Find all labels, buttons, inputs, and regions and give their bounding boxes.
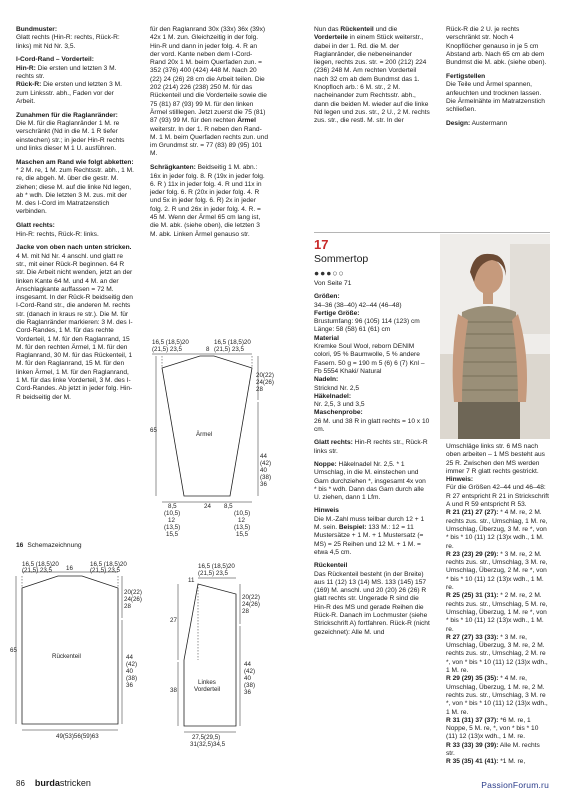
front-side-2: 24(26) <box>242 601 260 608</box>
design-label: Design: <box>446 119 471 127</box>
sleeve-bottom-mid: 24 <box>204 503 211 510</box>
row-text: Alle M. rechts str. <box>446 741 540 757</box>
row-instruction <box>446 634 550 675</box>
sleeve-side-1: 20(22) <box>256 372 274 379</box>
maschen-heading: Maschen am Rand wie folgt abketten: <box>16 158 134 166</box>
front-height-3: 40 <box>244 675 251 682</box>
jacke-section <box>16 244 134 402</box>
col4b-intro: Umschläge links str. 6 MS nach oben arbeiten – 1 MS besteht aus 25 R. Zwischen den MS werden immer 7 R glatt rechts gestrickt. <box>446 443 545 475</box>
row-text: * 2 M. re, 2 M. rechts zus. str., Umschlag, 5 M. re, Umschlag, Überzug, 1 M. re *, von * bis * 10 (11) 12 (13)x wdh., 1 M. re. <box>446 592 548 633</box>
back-piece-diagram <box>10 558 152 742</box>
sleeve-bottom-mid-2: 8,5 <box>224 503 233 510</box>
back-top-right-1: 16,5 (18,5)20 <box>90 561 127 568</box>
sleeve-bottom-left-2: (10,5) <box>164 510 181 517</box>
sleeve-top-right-1: 16,5 (18,5)20 <box>214 339 251 346</box>
col4b-hinweis <box>446 476 550 509</box>
fertige-heading: Fertige Größe: <box>314 309 360 317</box>
glatt17-section <box>314 439 430 456</box>
front-top-1: 16,5 (18,5)20 <box>198 563 235 570</box>
sleeve-bottom-right-3: 12 <box>238 517 245 524</box>
row-text: *6 M. re, 1 Noppe, 5 M. re, *, von * bis * 10 (11) 12 (13)x wdh., 1 M. re. <box>446 716 539 741</box>
row-text: * 4 M. re, 2 M. rechts zus. str., Umschlag, 1 M. re, Umschlag, Überzug, 3 M. re *, von * bis * 10 (11) 12 (13)x wdh., 1 M. re. <box>446 509 548 550</box>
row-instruction <box>446 675 550 716</box>
material-heading: Material <box>314 334 339 342</box>
sleeve-height-1: 44 <box>260 453 267 460</box>
front-height-2: (42) <box>244 668 256 675</box>
icord-heading: I-Cord-Rand – Vorderteil: <box>16 56 94 64</box>
back-top-left-2: (21,5) 23,5 <box>22 567 52 574</box>
page-number: 86 <box>16 779 25 788</box>
schraeg-heading: Schrägkanten: <box>150 164 196 172</box>
sleeve-piece-name: Ärmel <box>196 431 213 438</box>
back-height-left: 65 <box>10 647 17 654</box>
row-instruction <box>446 758 550 766</box>
sleeve-bottom-left-4: (13,5) <box>164 524 181 531</box>
nadeln-heading: Nadeln: <box>314 376 339 384</box>
glatt-heading: Glatt rechts: <box>16 222 55 230</box>
glatt-section <box>16 222 134 239</box>
row-instruction <box>446 509 550 550</box>
column-2 <box>150 26 268 244</box>
bundmuster-section <box>16 26 134 51</box>
row-instructions <box>446 509 550 766</box>
sleeve-side-2: 24(26) <box>256 379 274 386</box>
material-text: Kremke Soul Wool, reborn DENIM colori, 95 % Baumwolle, 5 % andere Fasern. 50 g = 190 m 5 (6) 6 (7) Knl – Fb 5554 Khaki/ Natural <box>314 343 425 375</box>
rueckenteil-text: Das Rückenteil besteht (in der Breite) aus 11 (12) 13 (14) MS. 133 (145) 157 (169) M. anschl. und 20 (20) 26 (26) R glatt rechts str. Ungerade R sind die Hin-R des MS und gerade Reihen die Rück-R. Danach im Lochmuster (siehe Strickschrift A) fortfahren. Rück-R (nicht gezeichnet): Alle M. und <box>314 570 430 636</box>
haekel-text: Nr. 2,5, 3 und 3,5 <box>314 401 365 409</box>
maschen-text: * 2 M. re, 1 M. zum Rechtsstr. abh., 1 M. re, die abgeh. M. über die gestr. M. ziehen; diese M. auf die linke Nd legen, ab * wdh. Die letzten 3 M. zus. mit der M. des I-Cord im Matratzenstich verbinden. <box>16 166 134 216</box>
col4-para: Rück-R die 2 U. je rechts verschränkt str. Noch 4 Knopflöcher genauso in je 5 cm Abstand arb. Nach 65 cm ab dem Bundmst die M. abk. (siehe oben). <box>446 26 547 67</box>
col2-text-b: weiterstr. In der 1. R neben den Rand-M. 1 M. beim Querfaden rechts zun. und im Grundmst str. = 77 (83) 89 (95) 101 M. <box>150 125 269 158</box>
groessen-heading: Größen: <box>314 293 340 301</box>
maschen-section <box>16 159 134 217</box>
pattern-number: 17 <box>314 237 329 252</box>
column-4 <box>446 26 550 134</box>
column-4-instructions <box>446 443 550 767</box>
sleeve-bottom-right-5: 15,5 <box>236 531 249 538</box>
sleeve-height-left: 65 <box>150 427 157 434</box>
sleeve-top-left-1: 16,5 (18,5)20 <box>152 339 189 346</box>
glatt17-text: Hin-R rechts str., Rück-R links str. <box>314 439 428 455</box>
vorderteile-bold: Vorderteile <box>314 34 348 42</box>
back-height-1: 44 <box>126 654 133 661</box>
front-height-1: 44 <box>244 661 251 668</box>
jacke-text: 4 M. mit Nd Nr. 4 anschl. und glatt re str., mit einer Rück-R beginnen. 64 R str. Die Arbeit nicht wenden, jetzt an der linken Kante 64 M. und 4 M. an der Anschlagkante auffassen = 72 M. insgesamt. In der Rück-R beidseitig den I-Cord-Rand str., die anderen M. rechts str. (danach in kraus re str.). Die M. für die Raglanränder markieren: 3 M. des I-Cord-Randes, 1 M. für das rechte Vorderteil, 1 M. für den Raglanrand, 15 M. für den rechten Ärmel, 1 M. für den Raglanrand, 30 M. für das Rückenteil, 1 M. für den Raglanrand, 15 M. für den linken Ärmel, 1 M. für den Raglanrand, 1 M. für das linke Vorderteil, 3 M. des I-Cord-Randes. Ab jetzt in jeder folg. Hin-R beidseitig der M. <box>16 252 133 401</box>
sleeve-side-3: 28 <box>256 386 263 393</box>
col3-text-c: in einem Stück weiterstr., dabei in der 1. Rd. die M. der Raglanränder, die nebeneinander liegen, rechts zus. str. = 200 (212) 224 (236) 248 M. Am rechten Vorderteil nach 32 cm ab dem Bundmst das 1. Knopfloch arb.: 6 M. str., 2 M. nacheinander zum Rechtsstr. abh., dann die beiden M. wieder auf die linke Nd legen und zus. str., 2 U., 2 M. rechts zus. str., die restl. M. str. In der <box>314 34 430 125</box>
sommertop-section <box>314 238 430 642</box>
magazine-brand <box>35 778 91 788</box>
fertig-section <box>446 73 550 114</box>
model-photo <box>440 234 550 439</box>
brand-rest: stricken <box>59 778 91 788</box>
back-height-3: 40 <box>126 668 133 675</box>
sleeve-top-right-2: (21,5) 23,5 <box>214 346 244 353</box>
schraeg-section <box>150 164 268 239</box>
sleeve-bottom-left-1: 8,5 <box>168 503 177 510</box>
back-top-right-2: (21,5) 23,5 <box>90 567 120 574</box>
row-label: R 21 (21) 27 (27): <box>446 509 499 517</box>
hinweis-text-1: Die M.-Zahl muss teilbar durch 12 + 1 M. sein. <box>314 515 425 532</box>
col3-para <box>314 26 430 126</box>
col3-text-b: und die <box>373 26 398 33</box>
column-3 <box>314 26 430 131</box>
back-side-3: 28 <box>124 603 131 610</box>
row-text: *1 M. re, <box>498 758 526 766</box>
row-label: R 25 (25) 31 (31): <box>446 592 499 600</box>
back-piece-name: Rückenteil <box>52 653 81 660</box>
back-side-1: 20(22) <box>124 589 142 596</box>
front-bottom-2: 31(32,5)34,5 <box>190 741 226 748</box>
sleeve-height-2: (42) <box>260 460 272 467</box>
schraeg-text: Beidseitig 1 M. abn.: 16x in jeder folg. 8. R (19x in jeder folg. 6. R ) 11x in jeder folg. 4. R und 11x in jeder folg. 6. R (20x in jeder folg. 4. R und 5x in jeder folg. 6. R) 2x in jeder folg. 2. R und 26x in jeder folg. 4. R. = 45 M. Wenn der Ärmel 65 cm lang ist, die M. abk. (siehe oben), die letzten 3 M. abk. Linken Ärmel genauso str. <box>150 164 265 238</box>
site-watermark: PassionForum.ru <box>481 780 549 790</box>
row-label: R 31 (31) 37 (37): <box>446 716 499 724</box>
row-label: R 29 (29) 35 (35): <box>446 675 499 683</box>
front-outline <box>184 584 236 726</box>
row-text: * 4 M. re, Umschlag, Überzug, 1 M. re, 2 M. rechts zus. str., Umschlag, 3 M. re *, von * bis * 10 (11) 12 (13)x wdh., 1 M. re. <box>446 675 548 716</box>
noppe-section <box>314 461 430 502</box>
maschenprobe-section <box>314 409 430 434</box>
front-left-27: 27 <box>170 617 177 624</box>
material-section <box>314 335 430 376</box>
jacke-heading: Jacke von oben nach unten stricken. <box>16 244 132 252</box>
page-ref: Von Seite 71 <box>314 280 352 287</box>
sleeve-height-5: 36 <box>260 481 267 488</box>
row-label: R 27 (27) 33 (33): <box>446 633 499 641</box>
schema-number: 16 <box>16 542 24 549</box>
aermel-bold: Ärmel <box>237 117 256 125</box>
row-text: * 3 M. re, 2 M. rechts zus. str., Umschlag, 3 M. re, Umschlag, Überzug, 2 M. re *, von * bis * 10 (11) 12 (13)x wdh., 1 M. re. <box>446 550 548 592</box>
zunahmen-text: Die M. für die Raglanränder 1 M. re verschränkt (Nd in die M. 1 R tiefer einstechen) str.; in jeder Hin-R rechts und links dieser M 1 U. ausführen. <box>16 119 125 152</box>
front-height-4: (38) <box>244 682 256 689</box>
groessen-section <box>314 293 430 310</box>
nadeln-text: Stricknd Nr. 2,5 <box>314 384 360 392</box>
haekel-heading: Häkelnadel: <box>314 392 352 400</box>
zunahmen-section <box>16 112 134 153</box>
front-top-2: (21,5) 23,5 <box>198 570 228 577</box>
icord-rueckr-label: Rück-R: <box>16 81 42 89</box>
col4b-hinweis-text: Für die Größen 42–44 und 46–48: R 27 entspricht R 21 in Strickschrift A und R 59 entspricht R 53. <box>446 484 549 509</box>
row-label: R 33 (33) 39 (39): <box>446 741 499 749</box>
front-height-5: 36 <box>244 689 251 696</box>
back-top-mid: 16 <box>66 565 73 572</box>
section-divider <box>314 232 550 233</box>
back-height-2: (42) <box>126 661 138 668</box>
row-label: R 23 (23) 29 (29): <box>446 550 499 558</box>
row-instruction <box>446 742 550 759</box>
design-credit <box>446 120 550 128</box>
rueckenteil-heading: Rückenteil <box>314 562 348 570</box>
front-piece-diagram <box>158 560 300 750</box>
schema-label: Schemazeichnung <box>27 542 82 549</box>
sleeve-diagram <box>148 336 280 552</box>
hinweis-text-2: 133 M.: 12 = 11 Mustersätze + 1 M. + 1 Mustersatz (= MS) = 25 Reihen und 12 M. + 1 M. = etwa 4,5 cm. <box>314 524 424 556</box>
glatt17-heading: Glatt rechts: <box>314 439 353 447</box>
front-top-left: 11 <box>188 577 195 584</box>
sleeve-bottom-right-4: (13,5) <box>234 524 251 531</box>
model-photo-illustration <box>440 234 550 439</box>
haekel-section <box>314 393 430 410</box>
front-piece-name-2: Vorderteil <box>194 686 221 693</box>
sleeve-height-3: 40 <box>260 467 267 474</box>
sleeve-top-left-2: (21,5) 23,5 <box>152 346 182 353</box>
bundmuster-heading: Bundmuster: <box>16 26 58 33</box>
front-left-38: 38 <box>170 687 177 694</box>
row-instruction <box>446 717 550 742</box>
col3-text: Nun das <box>314 26 341 33</box>
icord-rueckr-text: Die ersten und letzten 3 M. zum Linksstr. abh., Faden vor der Arbeit. <box>16 81 122 105</box>
page-footer <box>16 778 91 788</box>
front-piece-name-1: Linkes <box>198 679 216 686</box>
row-instruction <box>446 592 550 633</box>
back-outline <box>22 576 118 724</box>
back-bottom: 49(53)56(59)63 <box>56 733 99 740</box>
row-text: * 3 M. re, Umschlag, Überzug, 3 M. re, 2 M. rechts zus. str., Umschlag, 2 M. re *, von * bis * 10 (11) 12 (13)x wdh., 1 M. re. <box>446 633 548 675</box>
back-height-5: 36 <box>126 682 133 689</box>
front-bottom-1: 27,5(29,5) <box>192 734 221 741</box>
sleeve-outline <box>162 356 252 496</box>
sleeve-top-mid: 8 <box>206 346 210 353</box>
icord-hinr-label: Hin-R: <box>16 64 36 72</box>
sleeve-bottom-left-5: 15,5 <box>166 531 179 538</box>
hinweis-section <box>314 507 430 557</box>
back-top-left-1: 16,5 (18,5)20 <box>22 561 59 568</box>
back-height-4: (38) <box>126 675 138 682</box>
col2-para-1 <box>150 26 268 159</box>
bundmuster-text: Glatt rechts (Hin-R: rechts, Rück-R: links) mit Nd Nr. 3,5. <box>16 34 120 50</box>
rueckenteil-bold: Rückenteil <box>340 26 374 33</box>
maschenprobe-heading: Maschenprobe: <box>314 409 363 417</box>
noppe-heading: Noppe: <box>314 460 337 468</box>
front-side-3: 28 <box>242 608 249 615</box>
column-1 <box>16 26 134 407</box>
beispiel-bold: Beispiel: <box>338 524 367 532</box>
fertig-heading: Fertigstellen <box>446 72 486 80</box>
pattern-title: Sommertop <box>314 253 369 265</box>
fertige-text: Brustumfang: 96 (105) 114 (123) cm Länge: 58 (58) 61 (61) cm <box>314 318 420 334</box>
icord-hinr-text: Die ersten und letzten 3 M. rechts str. <box>16 64 117 80</box>
groessen-text: 34–36 (38–40) 42–44 (46–48) <box>314 301 402 309</box>
hinweis-heading: Hinweis <box>314 507 339 515</box>
nadeln-section <box>314 376 430 393</box>
col4b-hinweis-heading: Hinweis: <box>446 476 474 484</box>
zunahmen-heading: Zunahmen für die Raglanränder: <box>16 111 118 119</box>
back-side-2: 24(26) <box>124 596 142 603</box>
noppe-text: Häkelnadel Nr. 2,5. * 1 Umschlag, in die M. einstechen und Garn durchziehen *, insgesamt 4x von * bis * wdh. Dann das Garn durch alle U. ziehen, dann 1 Lfm. <box>314 460 426 502</box>
sleeve-bottom-right-2: (10,5) <box>234 510 251 517</box>
row-instruction <box>446 551 550 592</box>
glatt-text: Hin-R: rechts, Rück-R: links. <box>16 230 99 238</box>
design-name: Austermann <box>470 119 508 127</box>
brand-bold: burda <box>34 778 60 788</box>
fertige-section <box>314 310 430 335</box>
sleeve-bottom-left-3: 12 <box>168 517 175 524</box>
fertig-text: Die Teile und Ärmel spannen, anfeuchten und trocknen lassen. Die Ärmelnähte im Matratzenstich schließen. <box>446 81 545 114</box>
row-label: R 35 (35) 41 (41): <box>446 758 499 766</box>
maschenprobe-text: 26 M. und 38 R in glatt rechts = 10 x 10 cm. <box>314 417 430 434</box>
rueckenteil-section <box>314 562 430 637</box>
sleeve-height-4: (38) <box>260 474 272 481</box>
icord-section <box>16 56 134 106</box>
difficulty-rating: ●●●○○ <box>314 268 345 278</box>
col2-text: für den Raglanrand 30x (33x) 36x (39x) 42x 1 M. zun. Gleichzeitig in der folg. Hin-R und dann in jeder folg. 4. R an der vord. Kante neben dem I-Cord-Rand 20x 1 M. beim Querfaden zun. = 352 (376) 400 (424) 448 M. Nach 20 (22) 24 (26) 28 cm die Arbeit teilen. Die 202 (214) 226 (238) 250 M. für das Rückenteil und die Vorderteile sowie die 75 (81) 87 (93) 99 M. für den linken Ärmel stilllegen. Jetzt zuerst die 75 (81) 87 (93) 99 M. für den rechten <box>150 26 267 125</box>
front-side-1: 20(22) <box>242 594 260 601</box>
schema-caption <box>16 542 82 549</box>
